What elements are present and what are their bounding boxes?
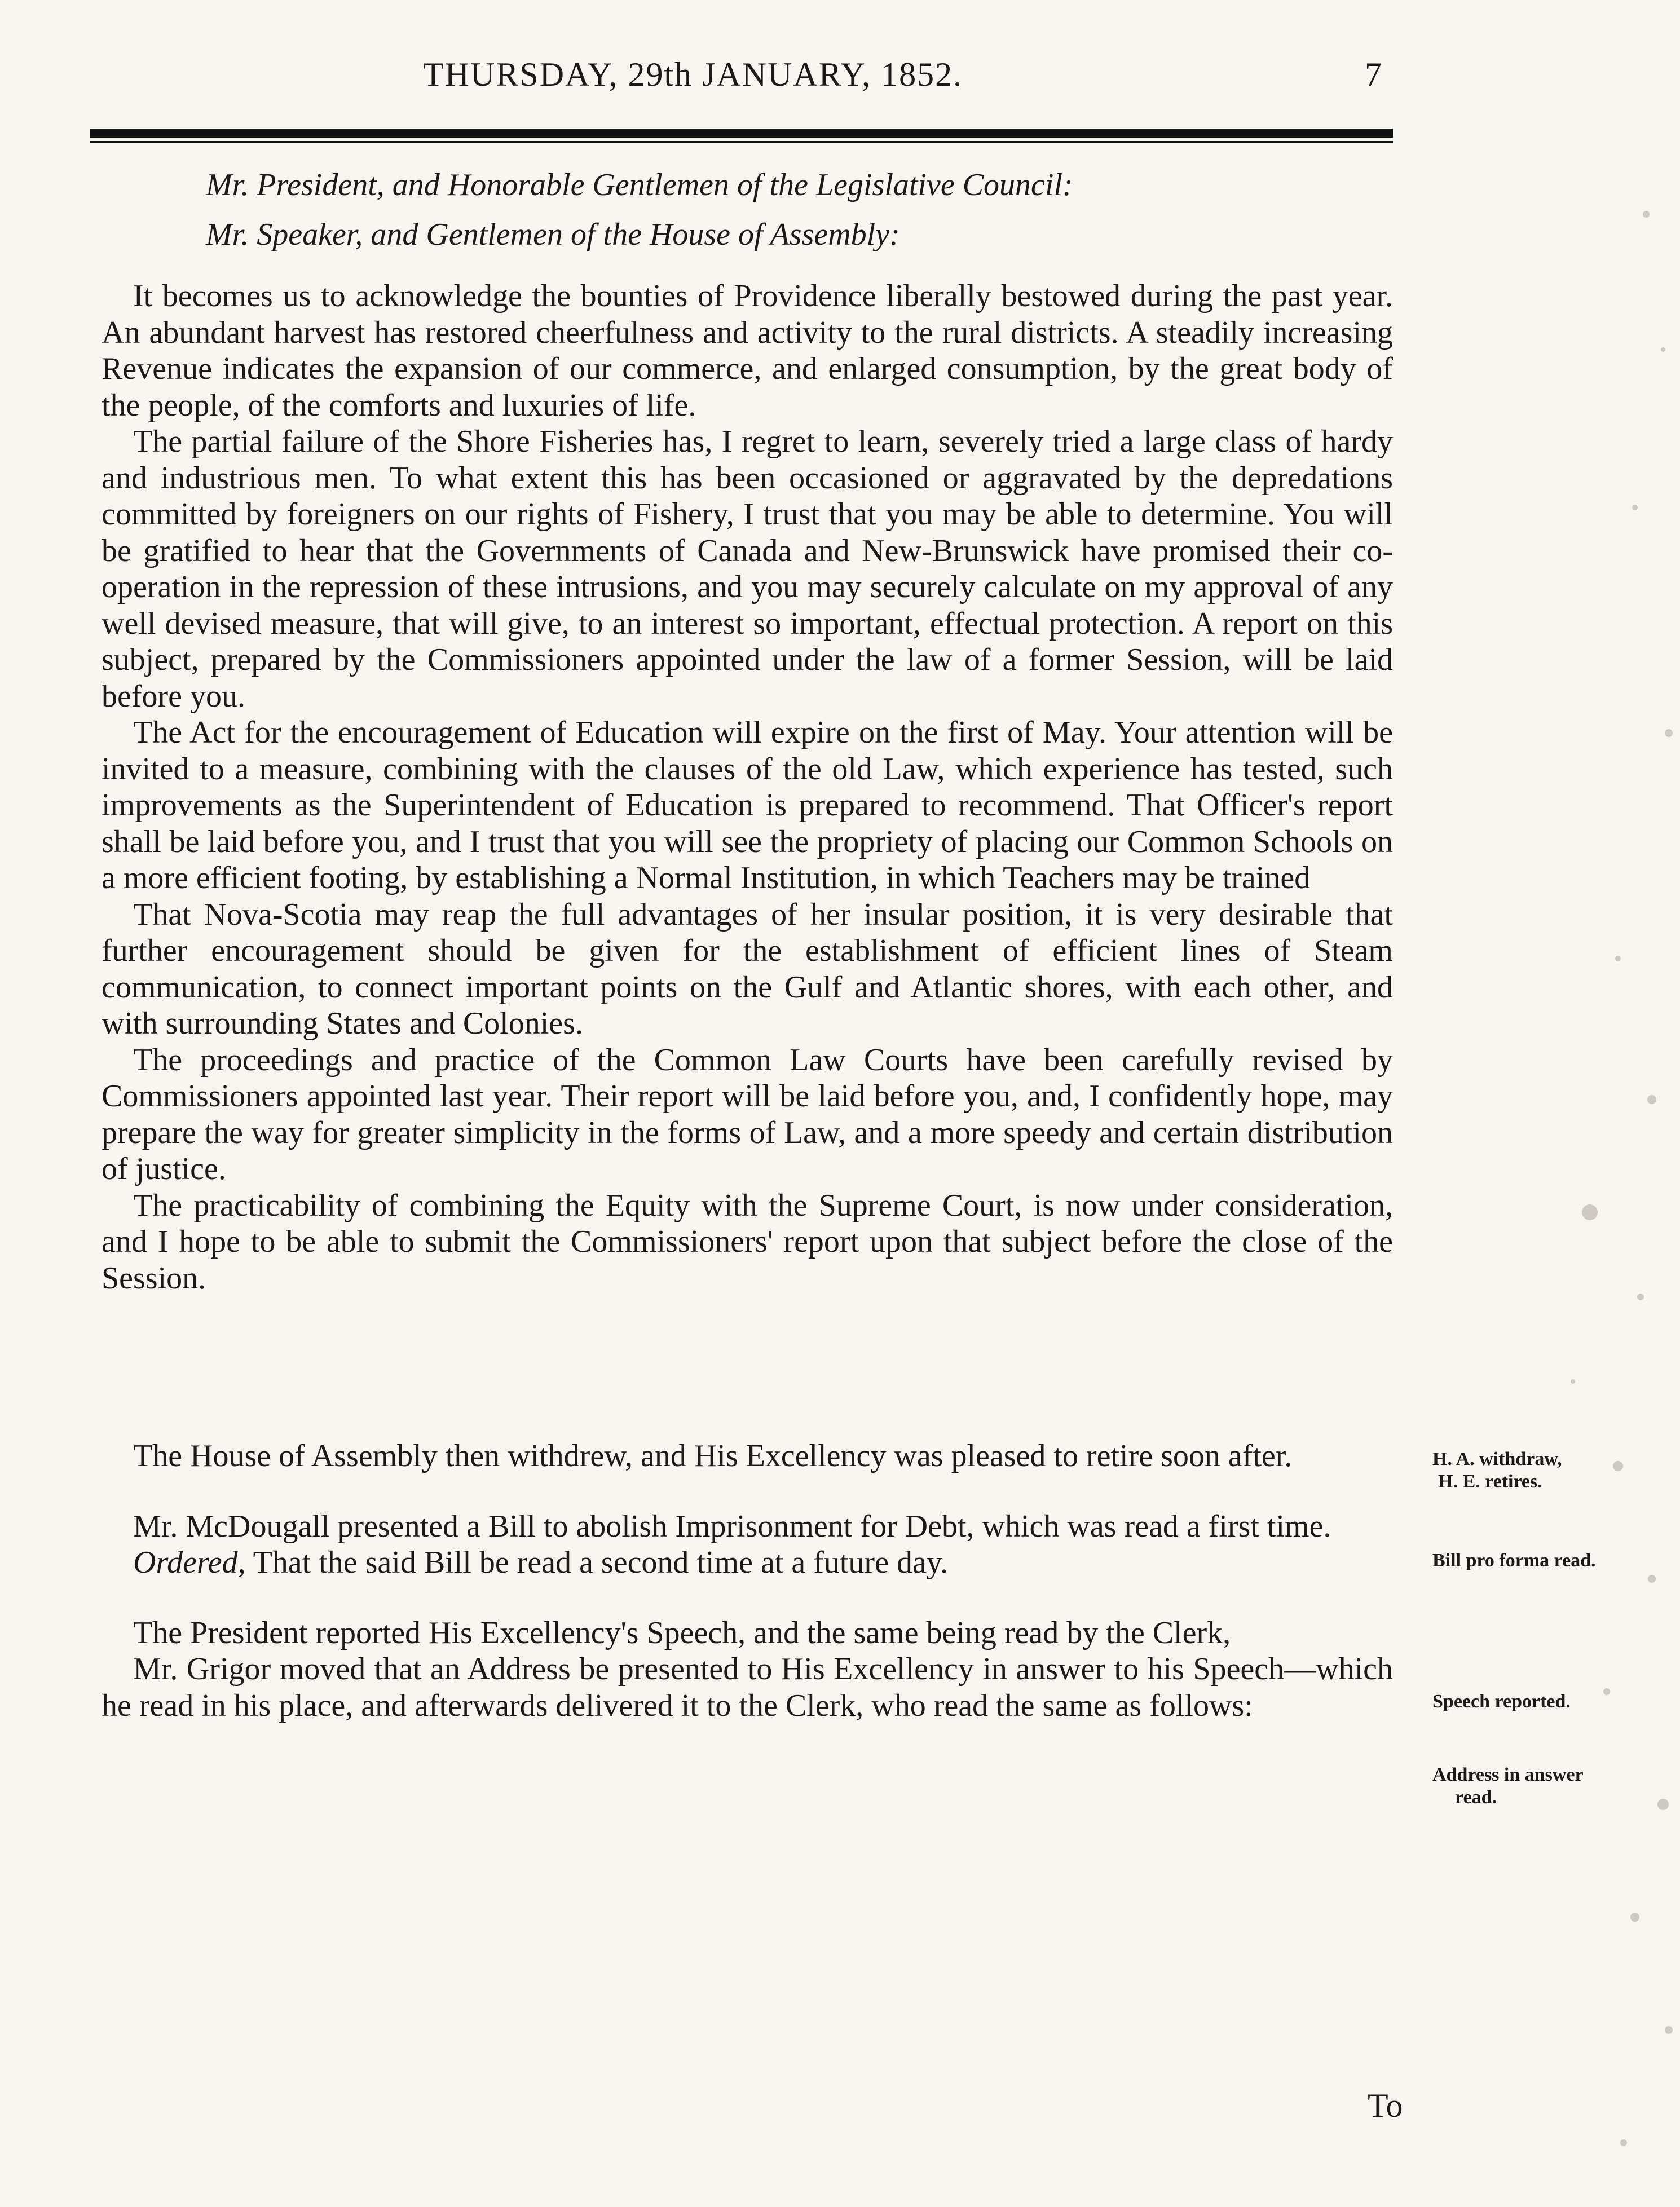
scan-speckle-edge [1505, 0, 1680, 2207]
ordered-text: That the said Bill be read a second time at a future day. [245, 1545, 949, 1580]
salutation-council: Mr. President, and Honorable Gentlemen of the Legislative Council: [206, 167, 1073, 202]
margin-note-address-line2: read. [1455, 1787, 1497, 1808]
margin-note-withdraw-line2: H. E. retires. [1438, 1471, 1542, 1492]
salutation-assembly: Mr. Speaker, and Gentlemen of the House of Assembly: [206, 217, 900, 252]
header-rule-thick [90, 129, 1393, 138]
speech-paragraph-education: The Act for the encouragement of Education will expire on the first of May. Your attention will be invited to a measure, combining with the clauses of the old Law, which experience has tested, such improvements as the Superintendent of Education is prepared to recommend. That Officer's report shall be laid before you, and I trust that you will see the propriety of placing our Common Schools on a more efficient footing, by establishing a Normal Institution, in which Teachers may be trained [102, 715, 1393, 895]
catchword: To [1368, 2087, 1403, 2124]
margin-note-address [1432, 1764, 1658, 1809]
header-rule-thin [90, 141, 1393, 143]
speech-paragraph-fisheries: The partial failure of the Shore Fisheries has, I regret to learn, severely tried a large class of hardy and industrious men. To what extent this has been occasioned or aggravated by the depredations committed by foreigners on our rights of Fishery, I trust that you may be able to determine. You will be gratified to hear that the Governments of Canada and New-Brunswick have promised their co-operation in the repression of these intrusions, and you may securely calculate on my approval of any well devised measure, that will give, to an interest so important, effectual protection. A report on this subject, prepared by the Commissioners appointed under the law of a former Session, will be laid before you. [102, 424, 1393, 714]
speech-paragraph-harvest: It becomes us to acknowledge the bounties of Providence liberally bestowed during the past year. An abundant harvest has restored cheerfulness and activity to the rural districts. A steadily increasing Revenue indicates the expansion of our commerce, and enlarged consumption, by the great body of the people, of the comforts and luxuries of life. [102, 279, 1393, 423]
page-number: 7 [1365, 56, 1382, 93]
speech-paragraph-common-law: The proceedings and practice of the Common Law Courts have been carefully revised by Commissioners appointed last year. Their report will be laid before you, and, I confidently hope, may prepare the way for greater simplicity in the forms of Law, and a more speedy and certain distribution of justice. [102, 1042, 1393, 1186]
ordered-label: Ordered, [133, 1545, 246, 1580]
proceeding-address-moved: Mr. Grigor moved that an Address be presented to His Excellency in answer to his Speech—which he read in his place, and afterwards delivered it to the Clerk, who read the same as follows: [102, 1652, 1393, 1723]
margin-note-withdraw-line1: H. A. withdraw, [1432, 1449, 1562, 1469]
proceeding-bill-ordered [102, 1544, 1393, 1581]
speech-body [102, 278, 1393, 1296]
proceeding-bill-first-reading: Mr. McDougall presented a Bill to abolish Imprisonment for Debt, which was read a first time. [133, 1508, 1331, 1544]
page-header-title: THURSDAY, 29th JANUARY, 1852. [423, 56, 963, 93]
margin-note-withdraw [1432, 1448, 1658, 1493]
margin-note-address-line1: Address in answer [1432, 1764, 1584, 1785]
margin-note-speech-line: Speech reported. [1432, 1691, 1571, 1712]
margin-note-bill [1432, 1550, 1658, 1572]
speech-paragraph-equity: The practicability of combining the Equity with the Supreme Court, is now under consideration, and I hope to be able to submit the Commissioners' report upon that subject before the close of the Session. [102, 1188, 1393, 1296]
speech-paragraph-steam: That Nova-Scotia may reap the full advantages of her insular position, it is very desirable that further encouragement should be given for the establishment of efficient lines of Steam communication, to connect important points on the Gulf and Atlantic shores, with each other, and with surrounding States and Colonies. [102, 897, 1393, 1041]
margin-note-bill-line: Bill pro forma read. [1432, 1550, 1596, 1571]
proceeding-speech-reported: The President reported His Excellency's Speech, and the same being read by the Clerk, [133, 1615, 1231, 1650]
proceeding-withdraw: The House of Assembly then withdrew, and His Excellency was pleased to retire soon after. [133, 1438, 1293, 1473]
proceedings-body [102, 1438, 1393, 1724]
margin-note-speech [1432, 1690, 1658, 1713]
